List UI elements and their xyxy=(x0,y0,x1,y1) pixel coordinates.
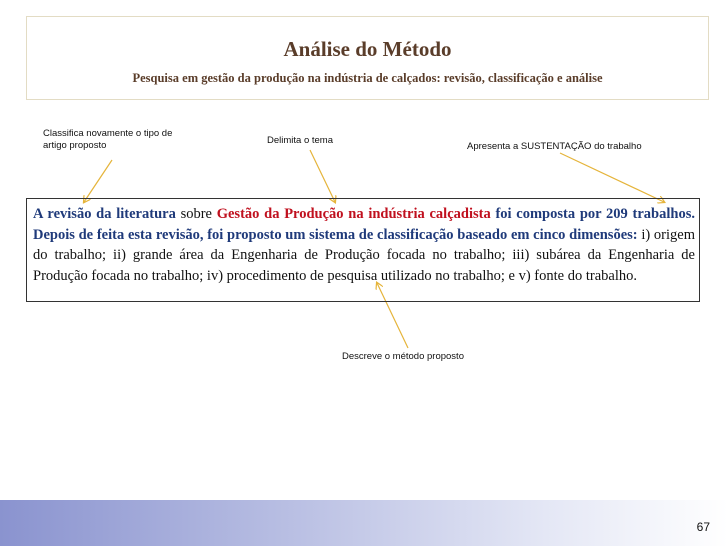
arrow-sustentacao xyxy=(560,153,664,202)
arrow-classifica xyxy=(84,160,112,202)
main-text-box xyxy=(26,198,700,302)
callout-classifica-line1: Classifica novamente o tipo de xyxy=(43,128,173,139)
text-revisao-literatura: A revisão da literatura xyxy=(33,206,176,222)
page-number: 67 xyxy=(696,520,710,534)
text-gestao-producao: Gestão da Produção na indústria calçadista xyxy=(216,206,491,222)
slide-subtitle: Pesquisa em gestão da produção na indústria de calçados: revisão, classificação e análise xyxy=(132,71,603,85)
callout-delimita: Delimita o tema xyxy=(267,135,333,146)
slide-title: Análise do Método xyxy=(283,37,452,61)
arrow-delimita xyxy=(310,150,335,202)
text-composta: foi composta por 209 trabalhos. Depois de feita esta revisão, foi proposto um sistema de classificação baseado em cinco dimensões: xyxy=(33,206,695,243)
text-dimensoes-list: i) origem do trabalho; ii) grande área da Engenharia de Produção focada no trabalho; iii) subárea da Engenharia de Produção focada no trabalho; iv) procedimento de pesquisa utilizado no trabalho; e v) fonte do trabalho. xyxy=(33,226,695,284)
footer-gradient-bar xyxy=(0,500,728,546)
callout-descreve: Descreve o método proposto xyxy=(342,351,464,362)
callout-sustentacao: Apresenta a SUSTENTAÇÃO do trabalho xyxy=(467,141,642,152)
callout-classifica-line2: artigo proposto xyxy=(43,140,107,151)
text-sobre: sobre xyxy=(175,206,217,222)
